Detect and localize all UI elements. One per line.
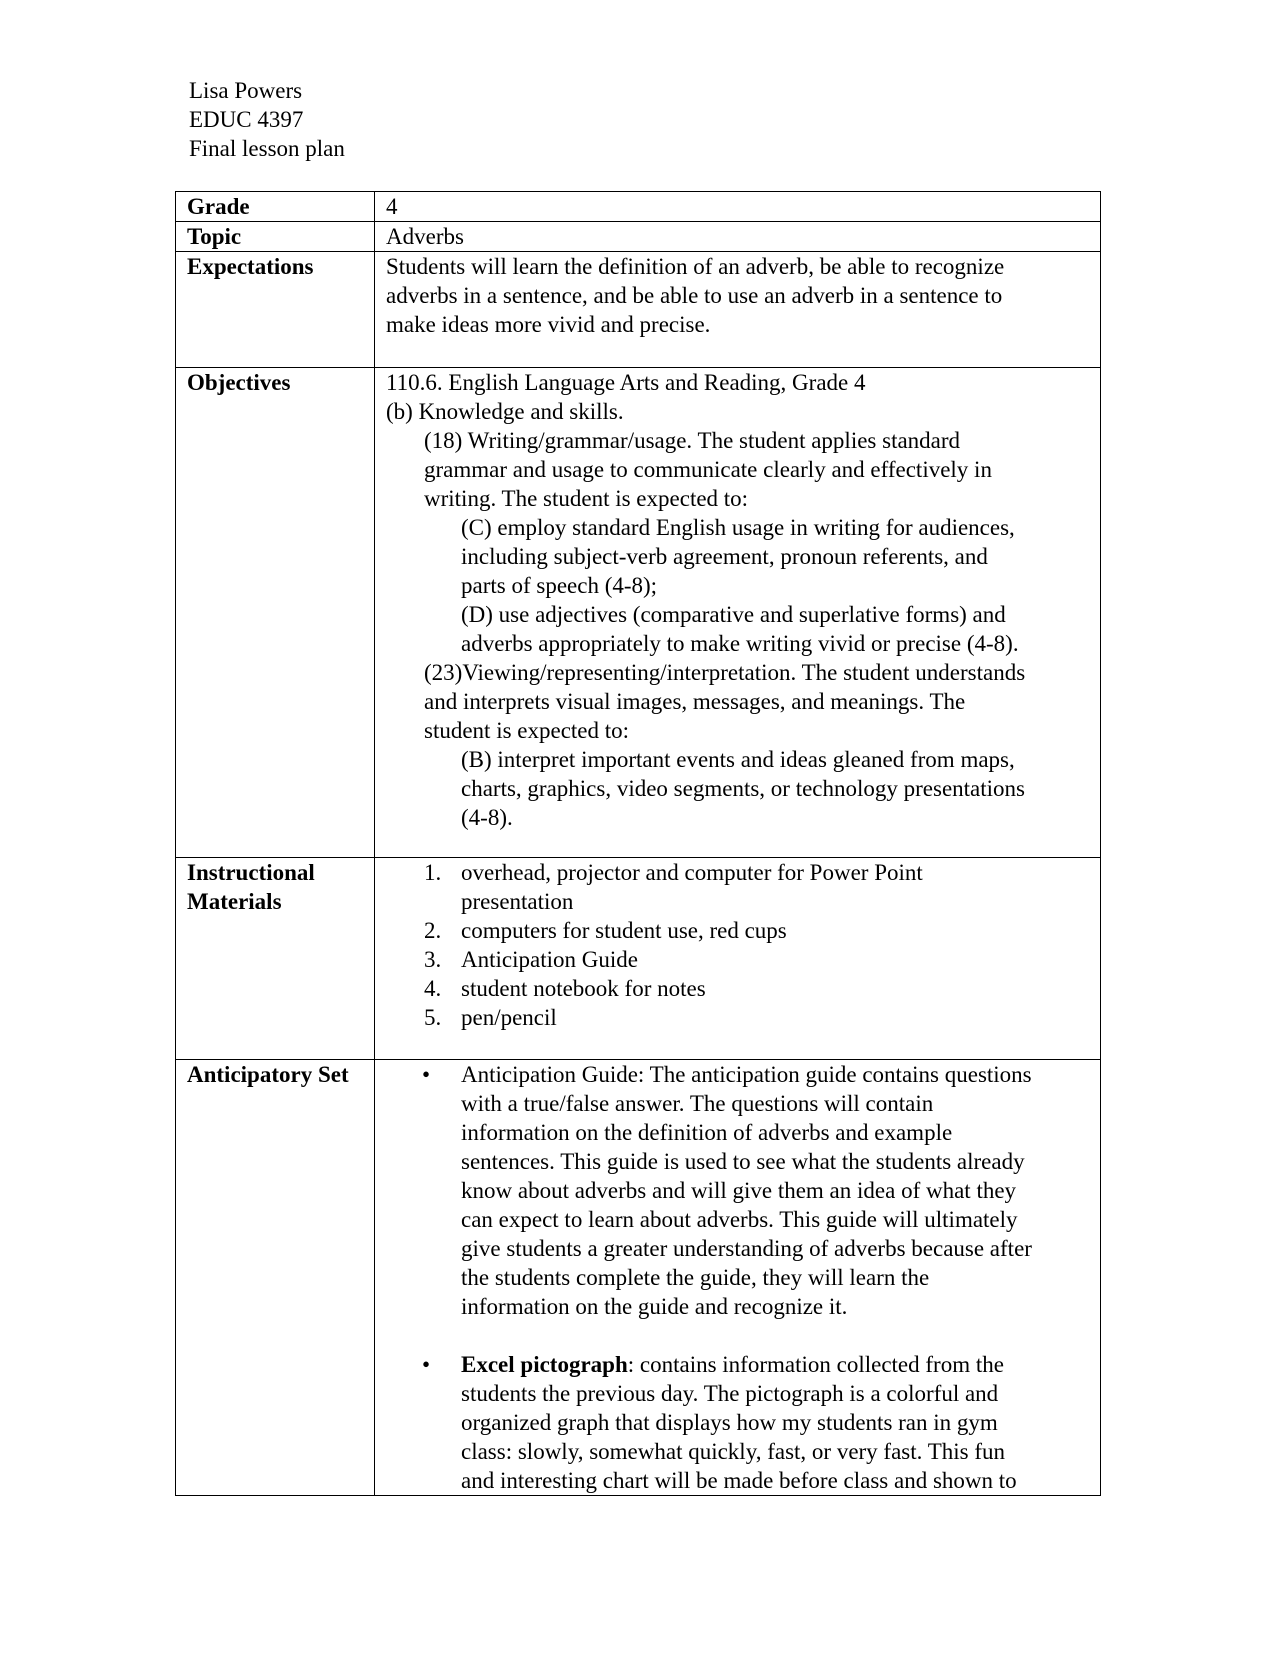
text-line: student notebook for notes (461, 976, 706, 1001)
text-line: student is expected to: (424, 718, 630, 743)
list-number: 3. (424, 947, 442, 972)
topic-value: Adverbs (375, 222, 1101, 252)
text-line: information on the guide and recognize it. (461, 1294, 848, 1319)
document-header (189, 76, 345, 163)
text-line: (D) use adjectives (comparative and superlative forms) and (461, 602, 1006, 627)
materials-label (176, 858, 375, 1060)
text-line: (C) employ standard English usage in writing for audiences, (461, 515, 1015, 540)
text-line: give students a greater understanding of adverbs because after (461, 1236, 1032, 1261)
list-item (386, 974, 1090, 1003)
objectives-text (375, 368, 1101, 858)
label-line: Instructional (187, 860, 315, 885)
label-line: Materials (187, 889, 282, 914)
text-line: Anticipation Guide (461, 947, 638, 972)
bold-term: Excel pictograph (461, 1352, 628, 1377)
text-line: (23)Viewing/representing/interpretation. The student understands (424, 660, 1026, 685)
text-line: charts, graphics, video segments, or technology presentations (461, 776, 1025, 801)
text-line: know about adverbs and will give them an idea of what they (461, 1178, 1017, 1203)
text-line: and interprets visual images, messages, and meanings. The (424, 689, 966, 714)
anticipatory-list (386, 1060, 1090, 1495)
text-line: adverbs in a sentence, and be able to use an adverb in a sentence to (386, 283, 1003, 308)
row-anticipatory-set (176, 1060, 1101, 1496)
text-line: grammar and usage to communicate clearly and effectively in (424, 457, 992, 482)
text-line: make ideas more vivid and precise. (386, 312, 711, 337)
list-item (386, 1003, 1090, 1032)
materials-list-cell (375, 858, 1101, 1060)
row-grade (176, 192, 1101, 222)
text-line: Students will learn the definition of an adverb, be able to recognize (386, 254, 1005, 279)
text-line: parts of speech (4-8); (461, 573, 658, 598)
text-line: pen/pencil (461, 1005, 557, 1030)
course-code: EDUC 4397 (189, 107, 304, 132)
row-topic (176, 222, 1101, 252)
text-line: and interesting chart will be made before class and shown to (461, 1468, 1017, 1493)
list-number: 1. (424, 860, 442, 885)
row-instructional-materials (176, 858, 1101, 1060)
text-line (461, 1350, 1090, 1379)
topic-label: Topic (176, 222, 375, 252)
list-number: 4. (424, 976, 442, 1001)
list-item (386, 1060, 1090, 1321)
text-line: adverbs appropriately to make writing vivid or precise (4-8). (461, 631, 1019, 656)
list-number: 2. (424, 918, 442, 943)
text-line: information on the definition of adverbs and example (461, 1120, 953, 1145)
expectations-text (375, 252, 1101, 368)
author-name: Lisa Powers (189, 78, 303, 103)
materials-list (386, 858, 1090, 1032)
text-line: writing. The student is expected to: (424, 486, 749, 511)
grade-label: Grade (176, 192, 375, 222)
text-line: (4-8). (461, 805, 513, 830)
text-line: (B) interpret important events and ideas gleaned from maps, (461, 747, 1015, 772)
document-title: Final lesson plan (189, 136, 345, 161)
grade-value: 4 (375, 192, 1101, 222)
text-line: presentation (461, 889, 574, 914)
inline-text: : contains information collected from the (627, 1352, 1004, 1377)
list-item (386, 945, 1090, 974)
row-expectations (176, 252, 1101, 368)
text-line: with a true/false answer. The questions will contain (461, 1091, 934, 1116)
text-line: 110.6. English Language Arts and Reading, Grade 4 (386, 370, 866, 395)
objectives-label: Objectives (176, 368, 375, 858)
text-line: can expect to learn about adverbs. This guide will ultimately (461, 1207, 1018, 1232)
text-line: students the previous day. The pictograph is a colorful and (461, 1381, 999, 1406)
text-line: class: slowly, somewhat quickly, fast, or very fast. This fun (461, 1439, 1006, 1464)
text-line: the students complete the guide, they will learn the (461, 1265, 930, 1290)
text-line: (18) Writing/grammar/usage. The student applies standard (424, 428, 961, 453)
text-line: overhead, projector and computer for Power Point (461, 860, 923, 885)
list-number: 5. (424, 1005, 442, 1030)
anticipatory-label: Anticipatory Set (176, 1060, 375, 1496)
row-objectives (176, 368, 1101, 858)
text-line: including subject-verb agreement, pronoun referents, and (461, 544, 988, 569)
lesson-plan-table (175, 191, 1101, 1496)
expectations-label: Expectations (176, 252, 375, 368)
list-item (386, 858, 1090, 916)
anticipatory-list-cell (375, 1060, 1101, 1496)
text-line: organized graph that displays how my students ran in gym (461, 1410, 998, 1435)
text-line: Anticipation Guide: The anticipation guide contains questions (461, 1062, 1032, 1087)
text-line: sentences. This guide is used to see what the students already (461, 1149, 1025, 1174)
bullet-icon: • (422, 1062, 431, 1087)
text-line: computers for student use, red cups (461, 918, 787, 943)
text-line: (b) Knowledge and skills. (386, 399, 624, 424)
list-item (386, 1350, 1090, 1495)
list-item (386, 916, 1090, 945)
bullet-icon: • (422, 1352, 431, 1377)
